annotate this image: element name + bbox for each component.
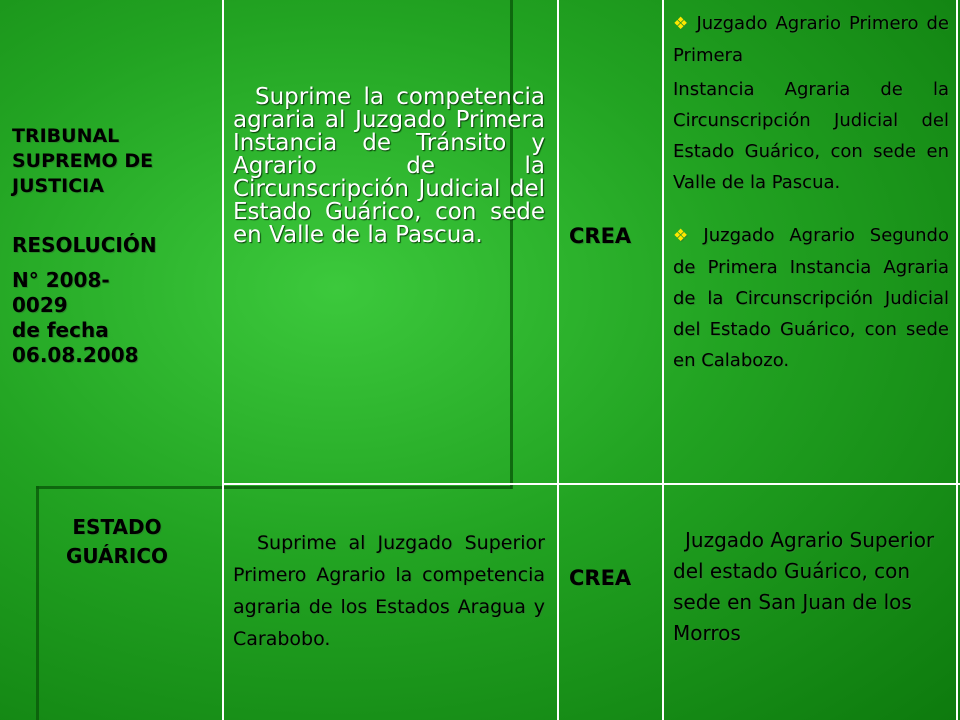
row2-description: Suprime al Juzgado Superior Primero Agrario la competencia agraria de los Estados Aragua y Carabobo. (233, 532, 545, 650)
row1-courts-created-cell (673, 8, 949, 376)
row2-court: Juzgado Agrario Superior del estado Guárico, con sede en San Juan de los Morros (673, 528, 935, 645)
resolucion-number: N° 2008-0029 (12, 268, 110, 317)
row2-action-cell (569, 566, 631, 590)
decorative-shadow-vline-left (36, 486, 39, 720)
resolucion-date: de fecha 06.08.2008 (12, 318, 139, 367)
row1-court-bullet1-b: Instancia Agraria de la Circunscripción Judicial del Estado Guárico, con sede en Valle de la Pascua. (673, 79, 949, 193)
table-border-col1 (222, 0, 224, 720)
row2-action-label: CREA (569, 566, 632, 590)
row1-description: Suprime la competencia agraria al Juzgado Primera Instancia de Tránsito y Agrario de la Circunscripción Judicial del Estado Guárico, con sede en Valle de la Pascua. (233, 84, 545, 248)
diamond-bullet-icon: ❖ (673, 14, 691, 34)
row1-description-cell (233, 86, 545, 247)
row1-court-cell (12, 124, 212, 368)
row1-court-bullet2: ❖ Juzgado Agrario Segundo de Primera Instancia Agraria de la Circunscripción Judicial del Estado Guárico, con sede en Calabozo. (673, 225, 949, 371)
decorative-shadow-hline (36, 486, 512, 489)
table-row-divider (222, 483, 960, 485)
row1-action-label: CREA (569, 224, 632, 248)
row1-action-cell (569, 224, 631, 248)
state-label: ESTADO GUÁRICO (65, 515, 169, 568)
tribunal-label: TRIBUNAL SUPREMO DE JUSTICIA (12, 125, 154, 197)
diamond-bullet-icon: ❖ (673, 226, 698, 246)
row1-court-bullet1-a: ❖ Juzgado Agrario Primero de Primera (673, 13, 949, 66)
row2-state-cell (42, 513, 192, 571)
table-border-col3 (662, 0, 664, 720)
table-border-right (956, 0, 958, 720)
resolucion-label: RESOLUCIÓN (12, 233, 157, 257)
table-border-col2 (557, 0, 559, 720)
row2-court-created-cell (673, 525, 949, 649)
row2-description-cell (233, 527, 545, 655)
